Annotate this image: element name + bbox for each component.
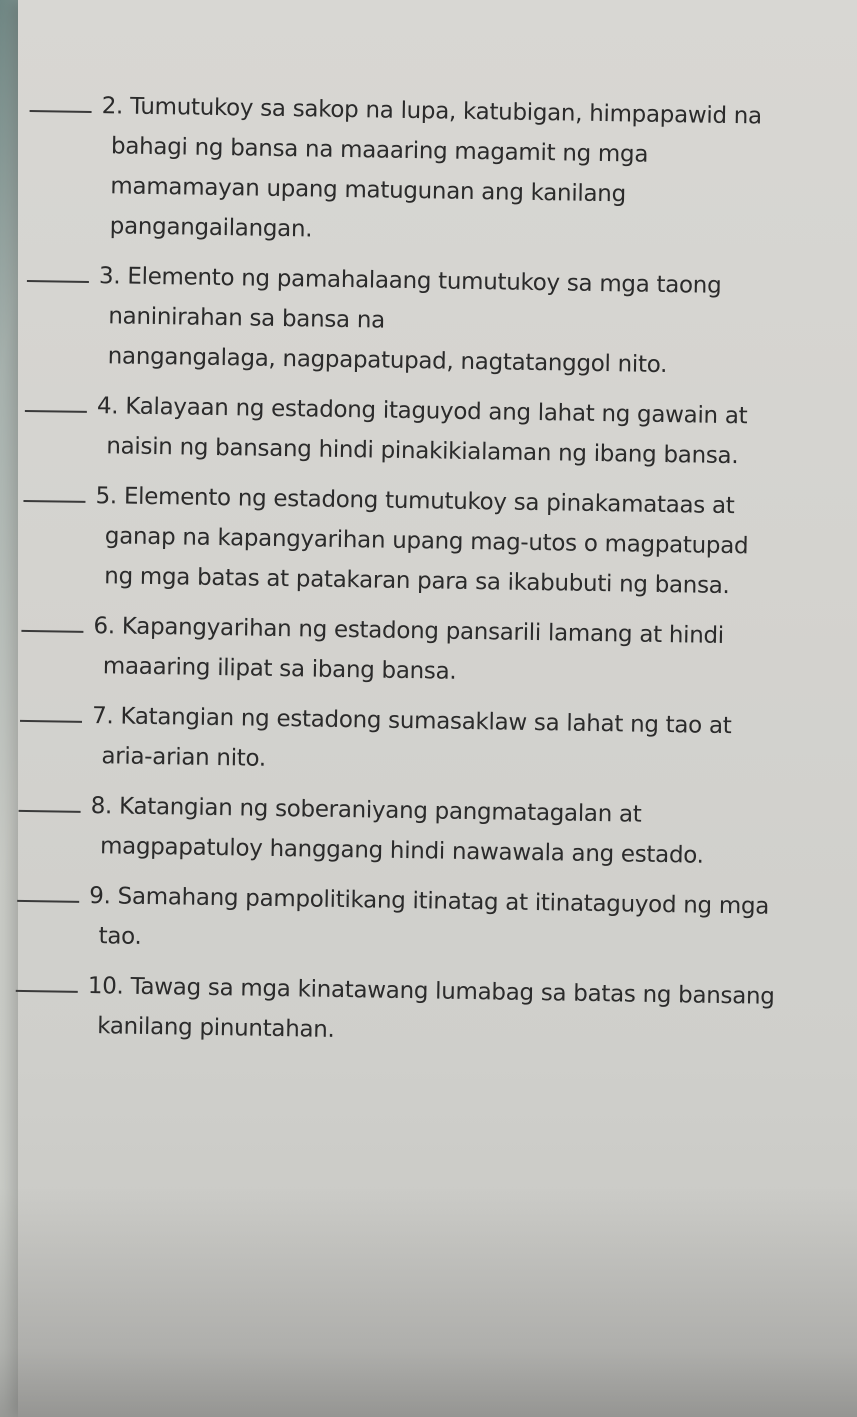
question-item xyxy=(22,475,824,608)
question-number: 10. xyxy=(87,973,124,1000)
question-text: magpapatuloy hanggang hindi nawawala ang estado. xyxy=(99,833,704,869)
question-item xyxy=(19,695,820,788)
question-text: Tawag sa mga kinatawang lumabag sa batas ng bansang xyxy=(130,973,775,1010)
answer-blank[interactable] xyxy=(27,262,89,283)
question-text: nangangalaga, nagpapatupad, nagtatanggol nito. xyxy=(107,343,668,379)
answer-blank[interactable] xyxy=(19,792,81,813)
question-text: ng mga batas at patakaran para sa ikabubuti ng bansa. xyxy=(104,563,730,600)
question-number: 2. xyxy=(101,93,124,120)
question-number: 9. xyxy=(89,883,111,910)
question-text: ganap na kapangyarihan upang mag-utos o magpatupad xyxy=(104,523,749,560)
worksheet-items xyxy=(15,85,830,1067)
question-item xyxy=(21,605,822,698)
question-text: Samahang pampolitikang itinatag at itinataguyod ng mga xyxy=(117,883,770,920)
question-text: Tumutukoy sa sakop na lupa, katubigan, himpapawid na xyxy=(129,93,763,130)
answer-blank[interactable] xyxy=(17,882,79,903)
answer-blank[interactable] xyxy=(25,392,87,413)
question-number: 7. xyxy=(91,703,114,730)
question-text: Katangian ng soberaniyang pangmatagalan at xyxy=(118,793,642,828)
answer-blank[interactable] xyxy=(20,702,82,723)
question-text: pangangailangan. xyxy=(109,213,313,243)
question-text: Elemento ng estadong tumutukoy sa pinakamataas at xyxy=(123,483,735,520)
question-item xyxy=(27,85,829,258)
question-item xyxy=(24,385,825,478)
question-number: 8. xyxy=(90,793,113,820)
question-number: 5. xyxy=(95,483,118,510)
question-text: tao. xyxy=(98,923,142,950)
question-text: Kapangyarihan ng estadong pansarili lamang at hindi xyxy=(121,613,725,649)
question-item xyxy=(15,965,816,1058)
question-text: aria-arian nito. xyxy=(101,743,267,772)
answer-blank[interactable] xyxy=(23,482,85,503)
question-text: kanilang pinuntahan. xyxy=(97,1013,335,1043)
answer-blank[interactable] xyxy=(21,612,83,633)
question-number: 6. xyxy=(93,613,116,640)
question-item xyxy=(16,875,817,968)
question-text: Katangian ng estadong sumasaklaw sa lahat ng tao at xyxy=(120,703,732,740)
question-item xyxy=(18,785,819,878)
question-text: bahagi ng bansa na maaaring magamit ng mga xyxy=(110,133,649,168)
question-number: 3. xyxy=(98,263,121,290)
answer-blank[interactable] xyxy=(30,92,92,113)
question-text: naninirahan sa bansa na xyxy=(108,303,386,334)
question-text: naisin ng bansang hindi pinakikialaman ng ibang bansa. xyxy=(106,433,739,470)
answer-blank[interactable] xyxy=(16,972,78,993)
question-text: Elemento ng pamahalaang tumutukoy sa mga taong xyxy=(127,263,722,299)
question-text: mamamayan upang matugunan ang kanilang xyxy=(110,173,627,208)
question-item xyxy=(25,255,827,388)
question-text: Kalayaan ng estadong itaguyod ang lahat ng gawain at xyxy=(125,393,748,430)
question-text: maaaring ilipat sa ibang bansa. xyxy=(102,653,457,685)
question-number: 4. xyxy=(96,393,119,420)
